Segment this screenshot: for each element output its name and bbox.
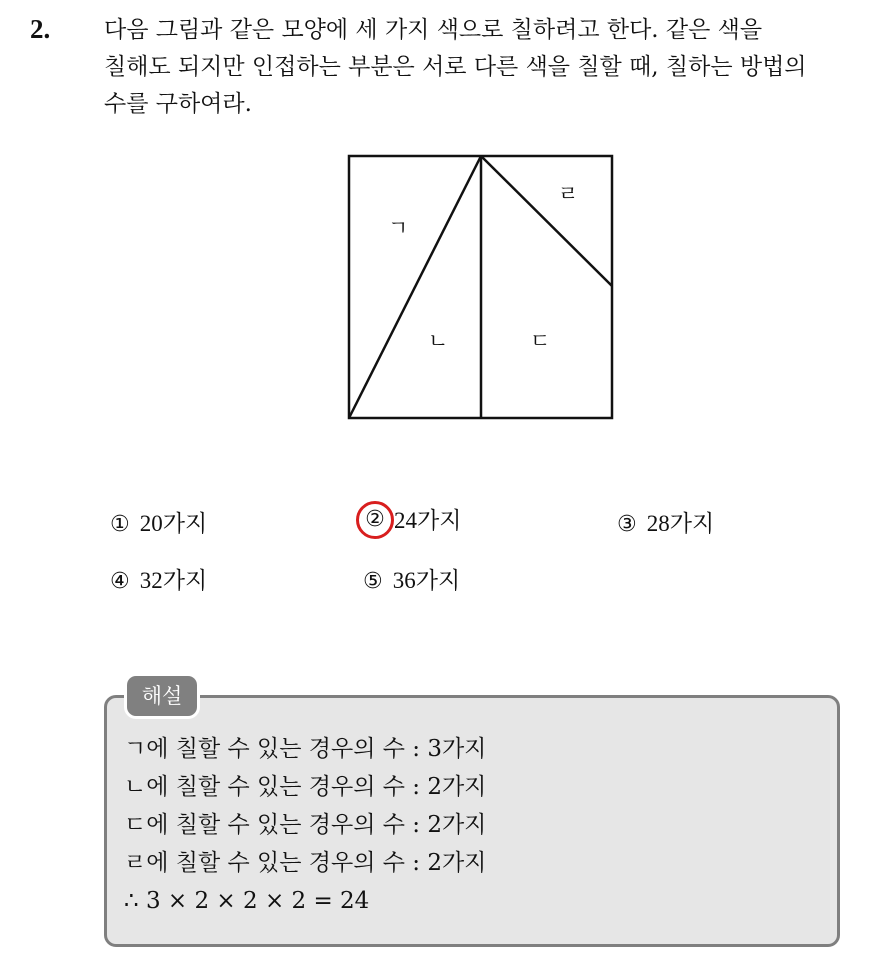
choice-value: 24가지 — [394, 508, 462, 533]
solution-content — [124, 730, 486, 920]
region-label-c: ㄷ — [530, 329, 551, 353]
region-figure — [340, 148, 620, 426]
choice-1[interactable] — [110, 505, 207, 538]
choice-value: 20가지 — [139, 511, 208, 536]
choice-4[interactable] — [110, 562, 207, 595]
solution-line: ㄱ에 칠할 수 있는 경우의 수 : 3가지 — [124, 736, 487, 762]
choice-number: ③ — [617, 512, 637, 537]
question-line: 다음 그림과 같은 모양에 세 가지 색으로 칠하려고 한다. 같은 색을 — [104, 17, 763, 43]
question-number: 2. — [30, 14, 51, 44]
region-label-d: ㄹ — [558, 182, 579, 206]
choice-value: 36가지 — [392, 568, 461, 593]
choice-2[interactable] — [363, 502, 461, 541]
figure-divider-left-diagonal — [349, 156, 481, 418]
choice-number: ① — [110, 512, 130, 537]
solution-line: ㄹ에 칠할 수 있는 경우의 수 : 2가지 — [124, 850, 487, 876]
solution-line: ㄴ에 칠할 수 있는 경우의 수 : 2가지 — [124, 774, 487, 800]
solution-tab: 해설 — [127, 676, 197, 716]
solution-conclusion: ∴ 3 × 2 × 2 × 2 = 24 — [124, 888, 370, 914]
choice-value: 28가지 — [646, 511, 715, 536]
choice-3[interactable] — [617, 505, 714, 538]
region-label-a: ㄱ — [388, 216, 409, 240]
solution-line: ㄷ에 칠할 수 있는 경우의 수 : 2가지 — [124, 812, 487, 838]
choice-number: ④ — [110, 569, 130, 594]
question-line: 수를 구하여라. — [104, 91, 252, 117]
choice-value: 32가지 — [139, 568, 208, 593]
answer-circle-mark: ② — [356, 501, 394, 539]
question-text — [104, 12, 864, 123]
question-line: 칠해도 되지만 인접하는 부분은 서로 다른 색을 칠할 때, 칠하는 방법의 — [104, 54, 807, 80]
choice-5[interactable] — [363, 562, 460, 595]
choice-number: ⑤ — [363, 569, 383, 594]
figure-divider-right-diagonal — [481, 156, 612, 286]
region-label-b: ㄴ — [428, 329, 449, 353]
